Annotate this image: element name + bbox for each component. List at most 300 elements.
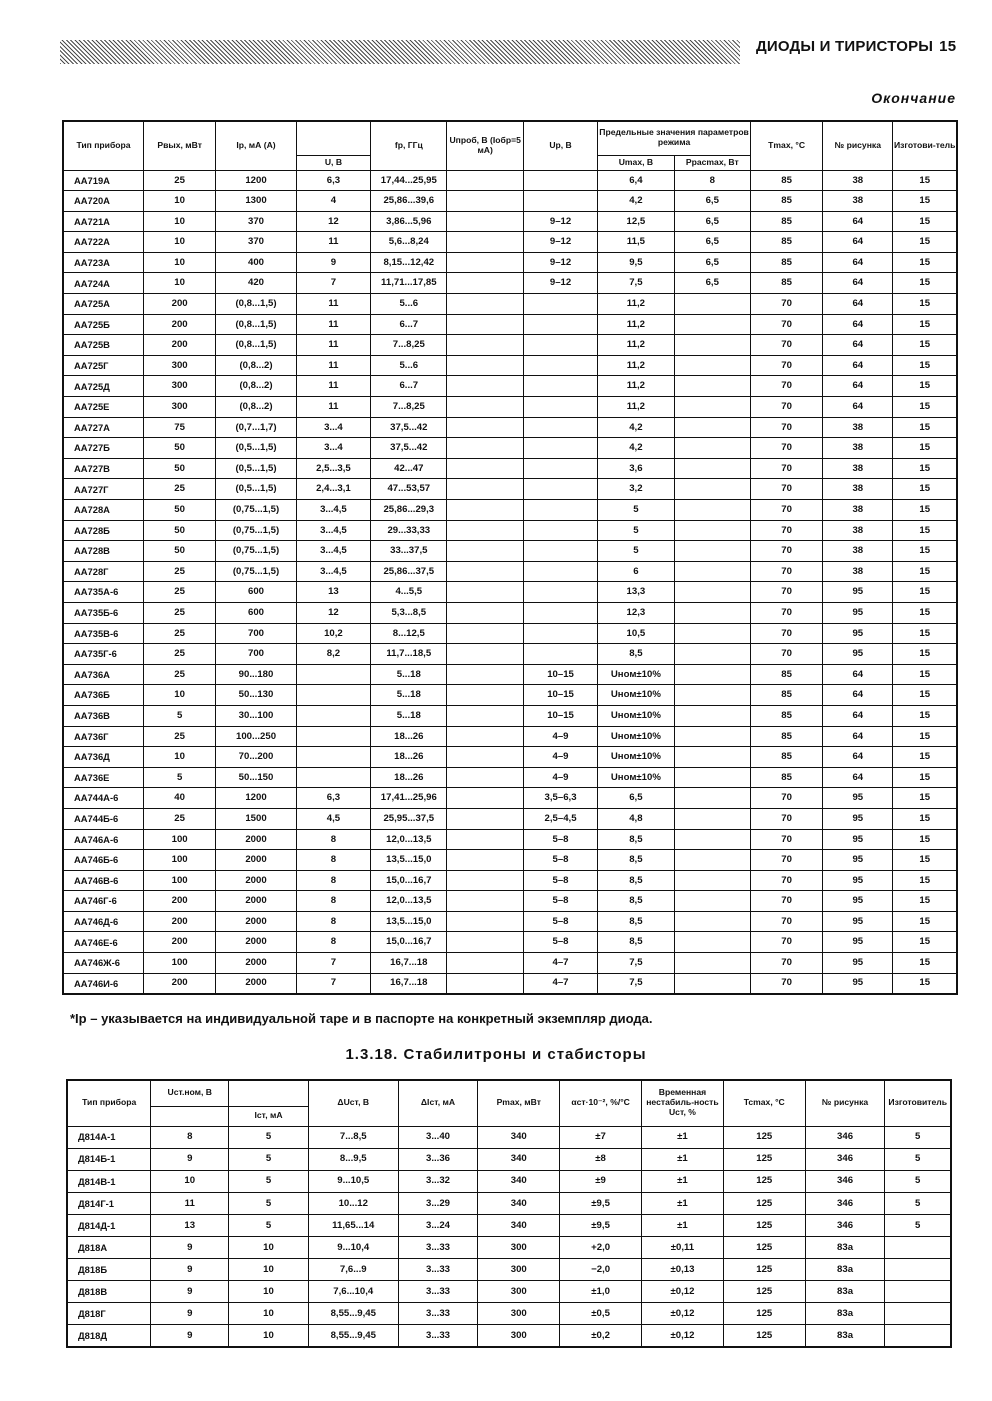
- table-cell: (0,8...2): [216, 355, 297, 376]
- table-row: [63, 953, 957, 974]
- table-cell: [523, 561, 597, 582]
- table-cell: [674, 973, 750, 994]
- table-cell: 420: [216, 273, 297, 294]
- table-cell: 15: [893, 541, 957, 562]
- col-umax: Umax, В: [598, 155, 674, 170]
- table-cell: [523, 376, 597, 397]
- table-cell: 5...18: [371, 685, 447, 706]
- col2-maker: Изготовитель: [885, 1080, 951, 1126]
- table-row: [63, 170, 957, 191]
- table-cell: АА725Е: [63, 397, 144, 418]
- table-cell: 11,2: [598, 355, 674, 376]
- table-cell: 10...12: [308, 1192, 398, 1214]
- table-cell: 5–8: [523, 850, 597, 871]
- table-cell: [674, 891, 750, 912]
- table-cell: 6,5: [674, 252, 750, 273]
- table-cell: 85: [750, 664, 822, 685]
- table-cell: АА735Б-6: [63, 602, 144, 623]
- table-row: [63, 726, 957, 747]
- table-row: [63, 788, 957, 809]
- table-cell: 2,5–4,5: [523, 808, 597, 829]
- table-row: [63, 479, 957, 500]
- table-cell: АА736Д: [63, 747, 144, 768]
- table-cell: Д818Д: [67, 1325, 151, 1347]
- table-cell: 6...7: [371, 314, 447, 335]
- table-cell: АА721А: [63, 211, 144, 232]
- table-cell: АА735В-6: [63, 623, 144, 644]
- table-cell: 70: [750, 335, 822, 356]
- table-cell: 15: [893, 767, 957, 788]
- table-cell: [523, 541, 597, 562]
- table-cell: 9...10,4: [308, 1236, 398, 1258]
- table-row: [63, 829, 957, 850]
- table-cell: 5–8: [523, 870, 597, 891]
- table-cell: 25: [144, 582, 216, 603]
- table-cell: 8,55...9,45: [308, 1303, 398, 1325]
- col-fig: № рисунка: [823, 121, 893, 170]
- table-cell: [523, 314, 597, 335]
- table-cell: 11: [296, 397, 370, 418]
- table-cell: 11,71...17,85: [371, 273, 447, 294]
- table-cell: 70: [750, 602, 822, 623]
- table-cell: [447, 582, 523, 603]
- table-cell: 50: [144, 458, 216, 479]
- table-cell: 125: [723, 1126, 805, 1148]
- table-cell: 13,3: [598, 582, 674, 603]
- table-cell: 7,5: [598, 953, 674, 974]
- table-cell: 7,6...9: [308, 1259, 398, 1281]
- table-cell: 7,5: [598, 273, 674, 294]
- table-cell: 10: [229, 1281, 309, 1303]
- table-cell: 11: [296, 232, 370, 253]
- table-cell: 125: [723, 1170, 805, 1192]
- table-row: [63, 294, 957, 315]
- table-row: [63, 705, 957, 726]
- table-cell: ±0,2: [560, 1325, 642, 1347]
- table-cell: 10,5: [598, 623, 674, 644]
- table-cell: 11,2: [598, 397, 674, 418]
- table-cell: 2000: [216, 973, 297, 994]
- table-cell: 8,5: [598, 932, 674, 953]
- table-cell: 340: [478, 1126, 560, 1148]
- table-cell: 15: [893, 335, 957, 356]
- table-cell: 15: [893, 314, 957, 335]
- table-cell: 15: [893, 808, 957, 829]
- table-cell: 95: [823, 870, 893, 891]
- table-cell: 47...53,57: [371, 479, 447, 500]
- table-row: [63, 808, 957, 829]
- table-row: [67, 1236, 951, 1258]
- table-cell: 13,5...15,0: [371, 850, 447, 871]
- table-cell: [523, 479, 597, 500]
- table-cell: 15: [893, 644, 957, 665]
- table-cell: 10: [229, 1259, 309, 1281]
- table-cell: 5...18: [371, 664, 447, 685]
- table-cell: [674, 458, 750, 479]
- table-cell: 70: [750, 294, 822, 315]
- table-cell: 340: [478, 1148, 560, 1170]
- table-cell: 2000: [216, 911, 297, 932]
- table-cell: 17,44...25,95: [371, 170, 447, 191]
- table-cell: Uном±10%: [598, 664, 674, 685]
- table-cell: 38: [823, 479, 893, 500]
- table-cell: 300: [478, 1325, 560, 1347]
- col-maker: Изготови-тель: [893, 121, 957, 170]
- table-cell: 340: [478, 1192, 560, 1214]
- table-cell: ±1: [642, 1126, 724, 1148]
- table-cell: ±1,0: [560, 1281, 642, 1303]
- table-cell: 200: [144, 294, 216, 315]
- table-cell: 8: [674, 170, 750, 191]
- table-cell: 4: [296, 191, 370, 212]
- table-cell: 346: [805, 1126, 885, 1148]
- table-cell: 70: [750, 623, 822, 644]
- table-cell: 70: [750, 355, 822, 376]
- table-cell: ±1: [642, 1192, 724, 1214]
- table-cell: 11: [296, 355, 370, 376]
- table-cell: [523, 438, 597, 459]
- table-cell: ±7: [560, 1126, 642, 1148]
- table-cell: 38: [823, 438, 893, 459]
- table-cell: 6,4: [598, 170, 674, 191]
- table-cell: 50...130: [216, 685, 297, 706]
- table-cell: АА736Б: [63, 685, 144, 706]
- table-cell: [523, 582, 597, 603]
- col2-dist: ΔIст, мА: [398, 1080, 478, 1126]
- table-cell: 5: [885, 1148, 951, 1170]
- table-cell: 11,5: [598, 232, 674, 253]
- col-u-rev: Uпроб, В (Iобр=5 мА): [447, 121, 523, 170]
- table-cell: 64: [823, 685, 893, 706]
- table-cell: 16,7...18: [371, 973, 447, 994]
- table-cell: 7: [296, 273, 370, 294]
- table-cell: [523, 500, 597, 521]
- table-cell: [447, 953, 523, 974]
- table-cell: АА724А: [63, 273, 144, 294]
- table-cell: 25,86...29,3: [371, 500, 447, 521]
- table-cell: АА723А: [63, 252, 144, 273]
- table-cell: 3...36: [398, 1148, 478, 1170]
- table-cell: [885, 1281, 951, 1303]
- table-cell: 340: [478, 1214, 560, 1236]
- table-cell: 8: [296, 870, 370, 891]
- table-cell: АА746А-6: [63, 829, 144, 850]
- table-cell: 9: [151, 1303, 229, 1325]
- table-cell: 95: [823, 829, 893, 850]
- table-cell: 50: [144, 438, 216, 459]
- table-cell: 25: [144, 664, 216, 685]
- table-cell: 38: [823, 500, 893, 521]
- table-cell: [447, 335, 523, 356]
- table-cell: 6,5: [674, 273, 750, 294]
- table-cell: [885, 1259, 951, 1281]
- table-cell: [447, 211, 523, 232]
- table-cell: 85: [750, 232, 822, 253]
- table-cell: 95: [823, 602, 893, 623]
- table-row: [67, 1126, 951, 1148]
- table-cell: АА736А: [63, 664, 144, 685]
- table-cell: АА728Г: [63, 561, 144, 582]
- table-cell: 25,95...37,5: [371, 808, 447, 829]
- table-cell: [674, 335, 750, 356]
- table-cell: 4,5: [296, 808, 370, 829]
- table-cell: 11,2: [598, 335, 674, 356]
- table-cell: 64: [823, 252, 893, 273]
- table-row: [67, 1148, 951, 1170]
- table-cell: 10: [144, 252, 216, 273]
- table-cell: 70: [750, 788, 822, 809]
- table-cell: 6,5: [674, 191, 750, 212]
- table-cell: 85: [750, 747, 822, 768]
- table-cell: [523, 623, 597, 644]
- table-cell: 37,5...42: [371, 438, 447, 459]
- table-cell: [447, 191, 523, 212]
- table-cell: 70...200: [216, 747, 297, 768]
- table-cell: 15: [893, 561, 957, 582]
- table-cell: 300: [478, 1303, 560, 1325]
- table-cell: ±0,13: [642, 1259, 724, 1281]
- table-cell: [674, 685, 750, 706]
- table-cell: (0,75...1,5): [216, 520, 297, 541]
- table-cell: [447, 602, 523, 623]
- table-cell: 5: [598, 500, 674, 521]
- continuation-label: Окончание: [871, 90, 956, 106]
- table-cell: 42...47: [371, 458, 447, 479]
- table-cell: 6,3: [296, 170, 370, 191]
- table-row: [63, 273, 957, 294]
- table-cell: АА720А: [63, 191, 144, 212]
- table-cell: 3...33: [398, 1236, 478, 1258]
- table-cell: [523, 602, 597, 623]
- table-cell: 200: [144, 973, 216, 994]
- col-tmax: Tmax, °C: [750, 121, 822, 170]
- table-cell: АА725Д: [63, 376, 144, 397]
- table-cell: 4,2: [598, 417, 674, 438]
- table-cell: 340: [478, 1170, 560, 1192]
- table-cell: АА736Г: [63, 726, 144, 747]
- table-cell: 200: [144, 891, 216, 912]
- table-cell: 7,5: [598, 973, 674, 994]
- table-row: [67, 1170, 951, 1192]
- table-cell: [885, 1303, 951, 1325]
- table-cell: 15: [893, 211, 957, 232]
- table-cell: АА728Б: [63, 520, 144, 541]
- table-cell: 70: [750, 541, 822, 562]
- table-cell: 4–7: [523, 953, 597, 974]
- table-row: [63, 870, 957, 891]
- table-cell: (0,75...1,5): [216, 500, 297, 521]
- table-cell: [523, 294, 597, 315]
- table-cell: Д814Д-1: [67, 1214, 151, 1236]
- table-cell: 4,2: [598, 438, 674, 459]
- table-cell: [674, 561, 750, 582]
- table-cell: 70: [750, 808, 822, 829]
- table-cell: [674, 355, 750, 376]
- table-cell: 38: [823, 191, 893, 212]
- table-cell: 300: [144, 355, 216, 376]
- table-cell: 15: [893, 623, 957, 644]
- table-cell: 3...40: [398, 1126, 478, 1148]
- table-cell: 70: [750, 911, 822, 932]
- table-row: [63, 664, 957, 685]
- table-cell: 100: [144, 953, 216, 974]
- table-cell: 50: [144, 520, 216, 541]
- table-cell: 8: [151, 1126, 229, 1148]
- table-cell: 11,2: [598, 314, 674, 335]
- table-cell: (0,75...1,5): [216, 541, 297, 562]
- table-cell: 64: [823, 294, 893, 315]
- col-u-top: [296, 121, 370, 155]
- col-limit: Предельные значения параметров режима: [598, 121, 751, 155]
- table-cell: 25: [144, 479, 216, 500]
- table-row: [63, 891, 957, 912]
- table-cell: 3,5–6,3: [523, 788, 597, 809]
- table-cell: 9: [151, 1259, 229, 1281]
- table-cell: 15: [893, 973, 957, 994]
- table-cell: (0,5...1,5): [216, 458, 297, 479]
- table-cell: 90...180: [216, 664, 297, 685]
- table-row: [63, 911, 957, 932]
- table-cell: 15: [893, 685, 957, 706]
- table-cell: 85: [750, 191, 822, 212]
- table-cell: АА744А-6: [63, 788, 144, 809]
- table-cell: 300: [478, 1236, 560, 1258]
- table-cell: [674, 664, 750, 685]
- table-cell: 25: [144, 602, 216, 623]
- header-title: ДИОДЫ И ТИРИСТОРЫ: [756, 38, 934, 55]
- table-cell: 18...26: [371, 726, 447, 747]
- table-cell: [296, 747, 370, 768]
- table-cell: 15: [893, 788, 957, 809]
- table-cell: АА746Е-6: [63, 932, 144, 953]
- table-cell: [674, 911, 750, 932]
- table-cell: 50: [144, 541, 216, 562]
- table-cell: 95: [823, 891, 893, 912]
- table-cell: 95: [823, 953, 893, 974]
- table-cell: 9–12: [523, 232, 597, 253]
- table-cell: [447, 232, 523, 253]
- table-cell: 70: [750, 582, 822, 603]
- table-cell: 25: [144, 808, 216, 829]
- table-cell: 3...33: [398, 1303, 478, 1325]
- table-cell: [674, 788, 750, 809]
- table-cell: (0,75...1,5): [216, 561, 297, 582]
- table-cell: 2,5...3,5: [296, 458, 370, 479]
- table-cell: 3...4,5: [296, 561, 370, 582]
- table-cell: 4–9: [523, 767, 597, 788]
- table-cell: [447, 726, 523, 747]
- table-cell: 25: [144, 561, 216, 582]
- table-cell: 300: [478, 1281, 560, 1303]
- table-cell: (0,5...1,5): [216, 438, 297, 459]
- table-cell: 85: [750, 767, 822, 788]
- table-cell: Д818Б: [67, 1259, 151, 1281]
- table-cell: 12: [296, 211, 370, 232]
- table-cell: 95: [823, 808, 893, 829]
- table-row: [63, 232, 957, 253]
- table-cell: 13: [151, 1214, 229, 1236]
- table-cell: 85: [750, 170, 822, 191]
- table-cell: 18...26: [371, 747, 447, 768]
- table-cell: 15: [893, 850, 957, 871]
- table-cell: [523, 355, 597, 376]
- table-cell: 10–15: [523, 705, 597, 726]
- table-cell: [447, 664, 523, 685]
- table-cell: 70: [750, 870, 822, 891]
- table-cell: 5: [229, 1148, 309, 1170]
- table-cell: ±0,12: [642, 1303, 724, 1325]
- table-cell: 200: [144, 314, 216, 335]
- table-cell: Д818Г: [67, 1303, 151, 1325]
- col-ip: Iр, мА (А): [216, 121, 297, 170]
- table-cell: 13,5...15,0: [371, 911, 447, 932]
- table-cell: 10–15: [523, 685, 597, 706]
- table-cell: 8,5: [598, 911, 674, 932]
- table-cell: Д818А: [67, 1236, 151, 1258]
- table-row: [63, 417, 957, 438]
- table-cell: 70: [750, 376, 822, 397]
- table-cell: 3...4,5: [296, 541, 370, 562]
- table-cell: 12: [296, 602, 370, 623]
- table-cell: 4,2: [598, 191, 674, 212]
- table-cell: 64: [823, 664, 893, 685]
- table-cell: 25,86...39,6: [371, 191, 447, 212]
- table-cell: 15: [893, 294, 957, 315]
- table-cell: [885, 1236, 951, 1258]
- table-cell: [447, 252, 523, 273]
- table-cell: 200: [144, 335, 216, 356]
- table-cell: [447, 479, 523, 500]
- table-cell: 10: [151, 1170, 229, 1192]
- table-cell: 8: [296, 850, 370, 871]
- table-cell: 8,5: [598, 644, 674, 665]
- table-cell: АА727Б: [63, 438, 144, 459]
- table-cell: 95: [823, 932, 893, 953]
- table-row: [63, 932, 957, 953]
- table-cell: 2000: [216, 932, 297, 953]
- table-cell: Д814А-1: [67, 1126, 151, 1148]
- table-cell: 64: [823, 355, 893, 376]
- table-cell: 8,5: [598, 829, 674, 850]
- table-cell: 38: [823, 520, 893, 541]
- table-cell: [447, 911, 523, 932]
- table-cell: [674, 294, 750, 315]
- table-cell: 600: [216, 582, 297, 603]
- table-cell: [447, 973, 523, 994]
- table-cell: 15: [893, 705, 957, 726]
- table-row: [67, 1325, 951, 1347]
- table-cell: 700: [216, 623, 297, 644]
- table-cell: 7: [296, 953, 370, 974]
- table-cell: Д814В-1: [67, 1170, 151, 1192]
- table-row: [63, 397, 957, 418]
- table-cell: 2000: [216, 953, 297, 974]
- table-cell: [447, 500, 523, 521]
- table-cell: 9: [296, 252, 370, 273]
- table-cell: 9: [151, 1325, 229, 1347]
- table-cell: 4,8: [598, 808, 674, 829]
- table-cell: 6: [598, 561, 674, 582]
- table-cell: 15: [893, 458, 957, 479]
- table-cell: ±9,5: [560, 1214, 642, 1236]
- table-cell: [674, 582, 750, 603]
- table-cell: 10–15: [523, 664, 597, 685]
- table-row: [63, 438, 957, 459]
- table-cell: 5: [885, 1214, 951, 1236]
- table-cell: 70: [750, 561, 822, 582]
- table-cell: 95: [823, 582, 893, 603]
- table-cell: 10: [229, 1236, 309, 1258]
